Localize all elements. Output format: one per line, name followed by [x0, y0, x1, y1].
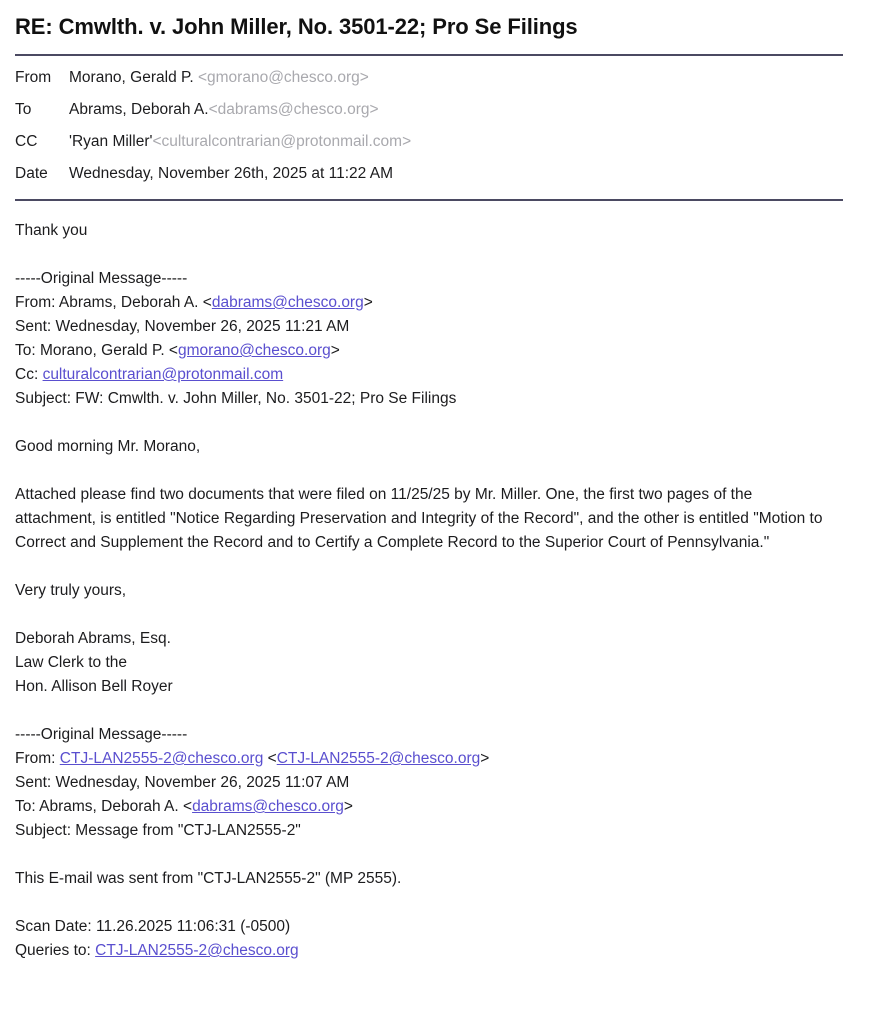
quoted-cc-line [15, 363, 843, 387]
queries-line [15, 939, 843, 963]
header-from-row [15, 62, 843, 94]
quoted2-from-email-link[interactable]: CTJ-LAN2555-2@chesco.org [59, 750, 264, 767]
quoted2-to-email-link[interactable]: dabrams@chesco.org [192, 798, 344, 815]
header-to-label: To [15, 101, 32, 118]
quoted2-to-line [15, 795, 843, 819]
cc-email: <culturalcontrarian@protonmail.com> [152, 133, 412, 150]
header-cc-label: CC [15, 133, 38, 150]
header-cc-value [69, 126, 411, 158]
quoted2-to-suffix: > [343, 798, 353, 815]
quoted-to-suffix: > [330, 342, 340, 359]
recipient-email: <dabrams@chesco.org> [208, 101, 379, 118]
quoted2-to-prefix: To: Abrams, Deborah A. < [15, 798, 193, 815]
email-body [15, 201, 843, 963]
quoted2-subject-line: Subject: Message from "CTJ-LAN2555-2" [15, 822, 301, 839]
quoted-from-prefix: From: Abrams, Deborah A. < [15, 294, 212, 311]
greeting: Good morning Mr. Morano, [15, 438, 201, 455]
quoted-subject-line: Subject: FW: Cmwlth. v. John Miller, No. 3501-22; Pro Se Filings [15, 390, 457, 407]
quoted2-from-suffix: > [480, 750, 490, 767]
email-subject: RE: Cmwlth. v. John Miller, No. 3501-22; Pro Se Filings [15, 14, 578, 39]
quoted-from-suffix: > [363, 294, 373, 311]
quoted-cc-prefix: Cc: [15, 366, 43, 383]
header-from-value [69, 62, 369, 94]
message-paragraph: Attached please find two documents that were filed on 11/25/25 by Mr. Miller. One, the first two pages of the attachment, is entitled "Notice Regarding Preservation and Integrity of the Record", and the other is entitled "Motion to Correct and Supplement the Record and to Certify a Complete Record to the Superior Court of Pennsylvania." [15, 486, 823, 551]
quoted2-from-mid: < [263, 750, 277, 767]
queries-prefix: Queries to: [15, 942, 96, 959]
quoted2-from-email-link-2[interactable]: CTJ-LAN2555-2@chesco.org [276, 750, 481, 767]
reply-text: Thank you [15, 222, 88, 239]
blank-line [15, 891, 843, 915]
quoted-to-prefix: To: Morano, Gerald P. < [15, 342, 178, 359]
header-date-value: Wednesday, November 26th, 2025 at 11:22 AM [69, 165, 393, 182]
queries-email-link[interactable]: CTJ-LAN2555-2@chesco.org [95, 942, 299, 959]
blank-line [15, 411, 843, 435]
header-date-label: Date [15, 165, 48, 182]
sender-name: Morano, Gerald P. [69, 69, 194, 86]
quoted2-from-line [15, 747, 843, 771]
header-from-label: From [15, 69, 52, 86]
quoted-to-email-link[interactable]: gmorano@chesco.org [178, 342, 331, 359]
blank-line [15, 243, 843, 267]
quoted2-from-prefix: From: [15, 750, 60, 767]
quoted2-sent-line: Sent: Wednesday, November 26, 2025 11:07 AM [15, 774, 350, 791]
header-to-row [15, 94, 843, 126]
header-cc-row [15, 126, 843, 158]
scan-date-line: Scan Date: 11.26.2025 11:06:31 (-0500) [15, 918, 291, 935]
recipient-name: Abrams, Deborah A. [69, 101, 209, 118]
closing: Very truly yours, [15, 582, 127, 599]
quoted-sent-line: Sent: Wednesday, November 26, 2025 11:21 AM [15, 318, 350, 335]
cc-name: 'Ryan Miller' [69, 133, 153, 150]
signature-name: Deborah Abrams, Esq. [15, 630, 171, 647]
blank-line [15, 843, 843, 867]
blank-line [15, 699, 843, 723]
blank-line [15, 459, 843, 483]
blank-line [15, 603, 843, 627]
signature-judge: Hon. Allison Bell Royer [15, 678, 173, 695]
scanner-body-line: This E-mail was sent from "CTJ-LAN2555-2" (MP 2555). [15, 870, 402, 887]
email-headers [15, 56, 843, 199]
original-message-separator: -----Original Message----- [15, 270, 188, 287]
header-to-value [69, 94, 379, 126]
sender-email: <gmorano@chesco.org> [193, 69, 369, 86]
signature-title: Law Clerk to the [15, 654, 127, 671]
original-message-separator-2: -----Original Message----- [15, 726, 188, 743]
quoted-cc-email-link[interactable]: culturalcontrarian@protonmail.com [42, 366, 284, 383]
quoted-to-line [15, 339, 843, 363]
header-date-row [15, 158, 843, 190]
blank-line [15, 555, 843, 579]
quoted-from-email-link[interactable]: dabrams@chesco.org [211, 294, 364, 311]
quoted-from-line [15, 291, 843, 315]
